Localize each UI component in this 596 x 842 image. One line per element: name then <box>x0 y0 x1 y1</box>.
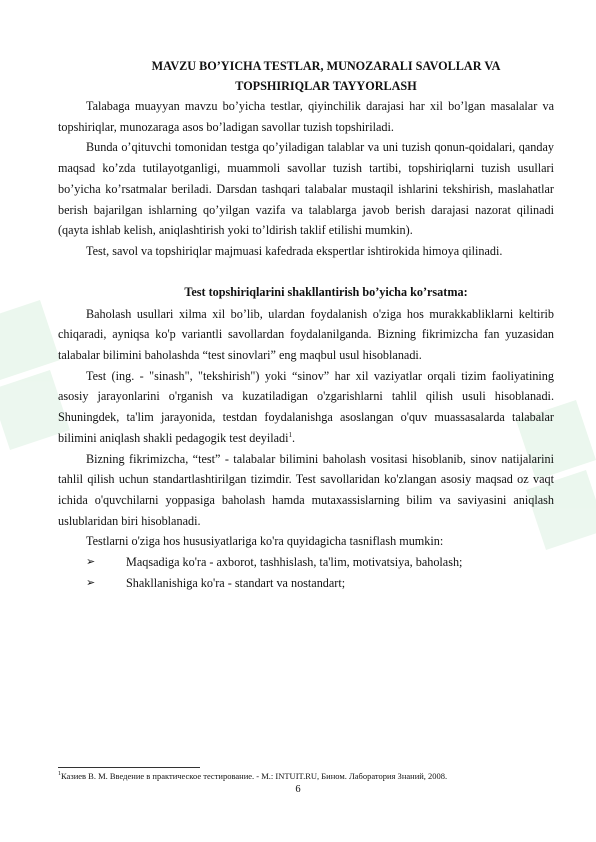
section-subheading: Test topshiriqlarini shakllantirish bo’yicha ko’rsatma: <box>184 284 468 299</box>
list-item-text: Maqsadiga ko'ra - axborot, tashhislash, ta'lim, motivatsiya, baholash; <box>126 555 463 570</box>
body-paragraph-2-text: Test (ing. - "sinash", "tekshirish") yoki “sinov” har xil vaziyatlar orqali tizim faoliyatining asosiy jarayonlarini o'rganish va kuzatiladigan o'zgarishlarni tahlil qilish usuli hisoblanadi. Shuningdek, ta'lim jarayonida, testdan foydalanishga asoslangan o'quv muassasalarda talabalar bilimini aniqlash shakli pedagogik test deyiladi <box>58 368 554 445</box>
page-title-line-1: MAVZU BO’YICHA TESTLAR, MUNOZARALI SAVOLLAR VA <box>151 59 501 73</box>
intro-paragraph-3: Test, savol va topshiriqlar majmuasi kafedrada ekspertlar ishtirokida himoya qilinadi. <box>86 243 503 258</box>
arrow-bullet-icon: ➢ <box>86 555 96 569</box>
list-item <box>58 573 554 594</box>
footnote <box>58 770 554 782</box>
body-paragraph-1: Baholash usullari xilma xil bo’lib, ulardan foydalanish o'ziga hos murakkabliklarni keltirib chiqaradi, ayniqsa ko'p variantli savollardan foydalanilganda. Bizning fikrimizcha fan yuzasidan talabalar bilimini baholashda “test sinovlari” eng maqbul usul hisoblanadi. <box>58 306 554 363</box>
intro-paragraph-2: Bunda o’qituvchi tomonidan testga qo’yiladigan talablar va uni tuzish qonun-qoidalari, qanday maqsad ko’zda tutilayotganligi, muammoli savollar tuzish tartibi, topshiriqlarni tuzish usullari bo’yicha ko’rsatmalar beriladi. Darsdan tashqari talabalar mustaqil ishlarini tekshirish, maslahatlar berish bajarilgan ishlarning qo’yilgan vazifa va talablarga javob berish darajasi nazorat qilinadi (qayta ishlab kelish, aniqlashtirish yoki to’ldirish taklif etilishi mumkin). <box>58 140 554 238</box>
footnote-mark: 1 <box>58 771 61 778</box>
page-title-line-2: TOPSHIRIQLAR TAYYORLASH <box>235 79 417 93</box>
footnote-divider <box>58 767 200 768</box>
document-page <box>58 56 554 593</box>
body-paragraph-2-end: . <box>292 430 296 445</box>
footnote-reference: 1 <box>288 430 293 439</box>
body-paragraph-4: Testlarni o'ziga hos hususiyatlariga ko'ra quyidagicha tasniflash mumkin: <box>86 534 444 549</box>
list-item <box>58 552 554 573</box>
intro-paragraph-1: Talabaga muayyan mavzu bo’yicha testlar, qiyinchilik darajasi har xil bo’lgan masalalar va topshiriqlar, munozaraga asos bo’ladigan savollar tuzish topshiriladi. <box>58 99 554 134</box>
footnote-text: Казиев В. М. Введение в практическое тестирование. - М.: INTUIT.RU, Бином. Лаборатория Знаний, 2008. <box>61 771 448 781</box>
body-paragraph-3: Bizning fikrimizcha, “test” - talabalar bilimini baholash vositasi hisoblanib, sinov natijalarini tahlil qilish uchun standartlashtirilgan tizimdir. Test savollaridan ko'zlangan asosiy maqsad oz vaqt ichida o'quvchilarni yoppasiga baholash hamda mutaxassislarning bilim va saviyasini aniqlash uslublaridan biri hisoblanadi. <box>58 451 554 528</box>
body-paragraph-2 <box>58 366 554 449</box>
arrow-bullet-icon: ➢ <box>86 575 96 589</box>
page-title <box>58 56 554 96</box>
list-item-text: Shakllanishiga ko'ra - standart va nostandart; <box>126 575 346 590</box>
page-number: 6 <box>295 784 301 795</box>
